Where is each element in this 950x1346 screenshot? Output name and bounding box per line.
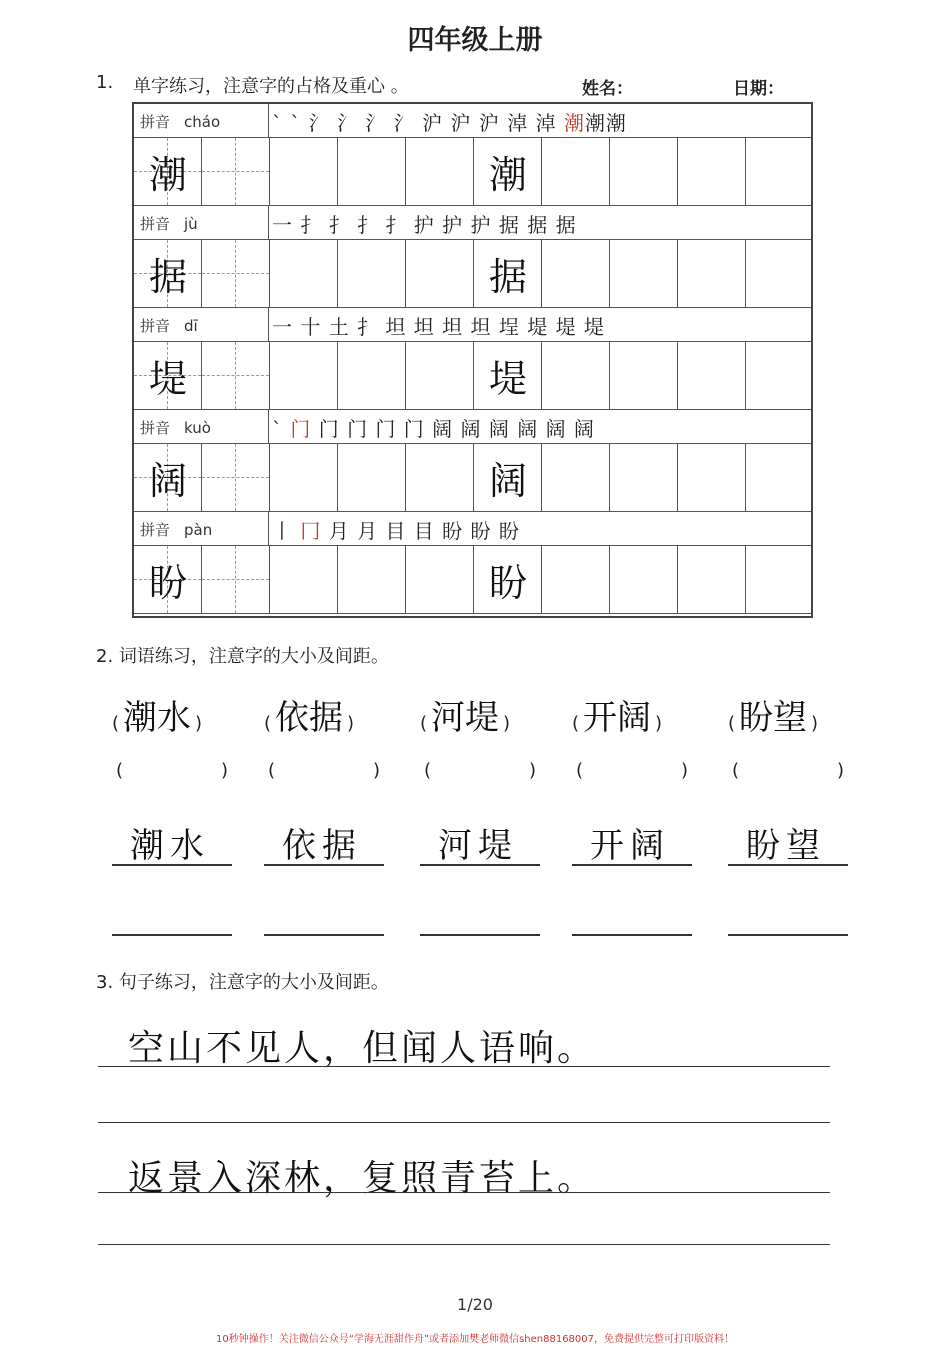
word: 潮水	[123, 698, 192, 738]
pinyin-label: 拼音 jù	[140, 215, 198, 233]
pinyin-row	[134, 308, 811, 342]
model-character: 据	[148, 255, 187, 299]
model-character: 阔	[488, 459, 527, 503]
writing-cell[interactable]	[202, 240, 270, 307]
writing-cell[interactable]	[202, 444, 270, 511]
writing-cell[interactable]	[610, 546, 678, 613]
model-character: 堤	[148, 357, 187, 401]
pinyin: cháo	[184, 113, 221, 131]
writing-cell[interactable]	[338, 240, 406, 307]
pinyin-row	[134, 104, 811, 138]
divider	[268, 512, 269, 545]
writing-cell[interactable]	[338, 138, 406, 205]
pinyin-row	[134, 410, 811, 444]
model-character: 潮	[488, 153, 527, 197]
writing-cell[interactable]	[542, 546, 610, 613]
writing-cell[interactable]	[338, 546, 406, 613]
divider	[268, 308, 269, 341]
word-underline	[728, 864, 848, 866]
word: 盼望	[739, 698, 808, 738]
pinyin-label: 拼音 cháo	[140, 113, 221, 131]
writing-cell[interactable]	[202, 342, 270, 409]
writing-cell[interactable]	[202, 138, 270, 205]
writing-cell[interactable]	[134, 342, 202, 409]
writing-cell[interactable]	[746, 546, 814, 613]
blank-parens[interactable]: ( )	[576, 760, 689, 781]
blank-parens[interactable]: ( )	[268, 760, 381, 781]
pinyin: jù	[184, 215, 198, 233]
writing-cell[interactable]	[542, 138, 610, 205]
word: 依据	[275, 698, 344, 738]
model-character: 盼	[148, 561, 187, 605]
character-row	[134, 444, 811, 512]
writing-cell[interactable]	[406, 444, 474, 511]
divider	[268, 104, 269, 137]
model-character: 潮	[148, 153, 187, 197]
section3-title: 3. 句子练习，注意字的大小及间距。	[96, 972, 389, 993]
word-on-line: 潮水	[130, 826, 210, 866]
date-label: 日期：	[733, 79, 784, 99]
pinyin-label: 拼音 kuò	[140, 419, 211, 437]
sentence-2: 返景入深林，复照青苔上。	[128, 1158, 597, 1199]
writing-cell[interactable]	[746, 240, 814, 307]
writing-cell[interactable]	[406, 138, 474, 205]
writing-cell[interactable]	[678, 546, 746, 613]
writing-cell[interactable]	[474, 138, 542, 205]
word-with-parens: ( 河堤 )	[420, 698, 511, 738]
page-number: 1/20	[457, 1295, 493, 1314]
page-title: 四年级上册	[407, 25, 543, 56]
character-practice-grid	[132, 102, 813, 618]
section2-title: 2. 词语练习，注意字的大小及间距。	[96, 646, 389, 667]
writing-cell[interactable]	[134, 240, 202, 307]
word-underline	[420, 864, 540, 866]
word-on-line: 依据	[282, 826, 362, 866]
model-character: 盼	[488, 561, 527, 605]
word-on-line: 盼望	[746, 826, 826, 866]
writing-cell[interactable]	[474, 546, 542, 613]
writing-cell[interactable]	[134, 444, 202, 511]
sentence-line[interactable]	[98, 1122, 830, 1123]
section1-number: 1.	[96, 72, 114, 93]
blank-parens[interactable]: ( )	[424, 760, 537, 781]
writing-cell[interactable]	[270, 138, 338, 205]
footer-note: 10秒钟操作！关注微信公众号“学海无涯甜作舟”或者添加樊老师微信shen88168007，免费提供完整可打印版资料！	[215, 1334, 735, 1345]
word: 开阔	[583, 698, 652, 738]
writing-cell[interactable]	[134, 138, 202, 205]
pinyin-label: 拼音 dī	[140, 317, 198, 335]
writing-cell[interactable]	[746, 444, 814, 511]
stroke-order: ` 门 门 门 门 门 阔 阔 阔 阔 阔 阔	[272, 417, 595, 441]
word-on-line: 河堤	[438, 826, 518, 866]
pinyin-row	[134, 206, 811, 240]
stroke-order: ` ` 氵 氵 氵 氵 沪 沪 沪 淖 淖 潮潮潮	[272, 111, 627, 135]
divider	[268, 410, 269, 443]
writing-cell[interactable]	[542, 444, 610, 511]
pinyin: kuò	[184, 419, 211, 437]
writing-cell[interactable]	[746, 342, 814, 409]
word: 河堤	[431, 698, 500, 738]
divider	[268, 206, 269, 239]
pinyin-row	[134, 512, 811, 546]
sentence-1: 空山不见人，但闻人语响。	[128, 1028, 597, 1069]
writing-cell[interactable]	[134, 546, 202, 613]
sentence-line[interactable]	[98, 1244, 830, 1245]
writing-cell[interactable]	[270, 444, 338, 511]
writing-cell[interactable]	[610, 138, 678, 205]
writing-cell[interactable]	[406, 546, 474, 613]
writing-cell[interactable]	[678, 342, 746, 409]
pinyin-label: 拼音 pàn	[140, 521, 213, 539]
writing-cell[interactable]	[678, 444, 746, 511]
character-row	[134, 342, 811, 410]
pinyin: dī	[184, 317, 198, 335]
writing-cell[interactable]	[610, 342, 678, 409]
blank-underline[interactable]	[728, 934, 848, 936]
writing-cell[interactable]	[610, 240, 678, 307]
word-on-line: 开阔	[590, 826, 670, 866]
writing-cell[interactable]	[474, 240, 542, 307]
section1-title: 单字练习，注意字的占格及重心 。	[133, 76, 409, 97]
blank-parens[interactable]: ( )	[732, 760, 845, 781]
character-row	[134, 138, 811, 206]
model-character: 堤	[488, 357, 527, 401]
writing-cell[interactable]	[406, 240, 474, 307]
writing-cell[interactable]	[338, 342, 406, 409]
model-character: 据	[488, 255, 527, 299]
writing-cell[interactable]	[270, 342, 338, 409]
character-row	[134, 240, 811, 308]
writing-cell[interactable]	[678, 138, 746, 205]
word-with-parens: ( 盼望 )	[728, 698, 819, 738]
writing-cell[interactable]	[474, 342, 542, 409]
word-underline	[572, 864, 692, 866]
pinyin: pàn	[184, 521, 213, 539]
blank-parens[interactable]: ( )	[116, 760, 229, 781]
writing-cell[interactable]	[474, 444, 542, 511]
blank-underline[interactable]	[264, 934, 384, 936]
word-with-parens: ( 潮水 )	[112, 698, 203, 738]
writing-cell[interactable]	[542, 240, 610, 307]
writing-cell[interactable]	[338, 444, 406, 511]
stroke-order: 一 十 土 扌 坦 坦 坦 坦 埕 堤 堤 堤	[272, 315, 605, 339]
sentence-line[interactable]	[98, 1066, 830, 1067]
sentence-line[interactable]	[98, 1192, 830, 1193]
writing-cell[interactable]	[746, 138, 814, 205]
stroke-order: 丨 冂 月 月 目 目 盼 盼 盼	[272, 519, 520, 543]
writing-cell[interactable]	[542, 342, 610, 409]
blank-underline[interactable]	[112, 934, 232, 936]
word-with-parens: ( 开阔 )	[572, 698, 663, 738]
word-underline	[112, 864, 232, 866]
stroke-order: 一 扌 扌 扌 扌 护 护 护 据 据 据	[272, 213, 577, 237]
blank-underline[interactable]	[420, 934, 540, 936]
writing-cell[interactable]	[678, 240, 746, 307]
blank-underline[interactable]	[572, 934, 692, 936]
name-label: 姓名：	[582, 79, 633, 99]
writing-cell[interactable]	[610, 444, 678, 511]
writing-cell[interactable]	[406, 342, 474, 409]
writing-cell[interactable]	[270, 240, 338, 307]
model-character: 阔	[148, 459, 187, 503]
character-row	[134, 546, 811, 614]
writing-cell[interactable]	[202, 546, 270, 613]
word-underline	[264, 864, 384, 866]
writing-cell[interactable]	[270, 546, 338, 613]
word-with-parens: ( 依据 )	[264, 698, 355, 738]
